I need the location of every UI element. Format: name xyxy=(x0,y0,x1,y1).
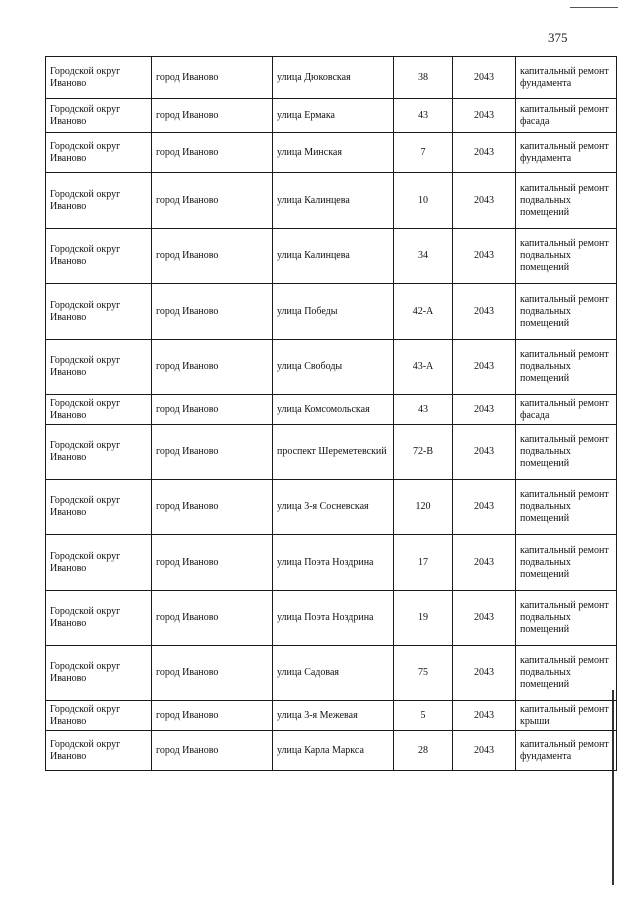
work-type-cell: капитальный ремонт подвальных помещений xyxy=(516,480,617,535)
table-row xyxy=(46,57,617,99)
house-number-cell: 34 xyxy=(394,229,453,284)
work-type-cell: капитальный ремонт подвальных помещений xyxy=(516,591,617,646)
year-cell: 2043 xyxy=(453,340,516,395)
repair-schedule-table xyxy=(45,56,617,771)
work-type-cell: капитальный ремонт фундамента xyxy=(516,57,617,99)
work-type-cell: капитальный ремонт подвальных помещений xyxy=(516,535,617,591)
house-number-cell: 19 xyxy=(394,591,453,646)
house-number-cell: 7 xyxy=(394,133,453,173)
table-row xyxy=(46,731,617,771)
house-number-cell: 5 xyxy=(394,701,453,731)
year-cell: 2043 xyxy=(453,133,516,173)
table-row xyxy=(46,99,617,133)
okrug-cell: Городской округ Иваново xyxy=(46,731,152,771)
street-cell: улица Дюковская xyxy=(273,57,394,99)
city-cell: город Иваново xyxy=(152,701,273,731)
year-cell: 2043 xyxy=(453,646,516,701)
work-type-cell: капитальный ремонт фасада xyxy=(516,395,617,425)
city-cell: город Иваново xyxy=(152,535,273,591)
table-row xyxy=(46,284,617,340)
city-cell: город Иваново xyxy=(152,340,273,395)
work-type-cell: капитальный ремонт подвальных помещений xyxy=(516,173,617,229)
house-number-cell: 75 xyxy=(394,646,453,701)
table-row xyxy=(46,229,617,284)
house-number-cell: 10 xyxy=(394,173,453,229)
scan-top-line xyxy=(570,7,618,8)
okrug-cell: Городской округ Иваново xyxy=(46,57,152,99)
okrug-cell: Городской округ Иваново xyxy=(46,646,152,701)
okrug-cell: Городской округ Иваново xyxy=(46,99,152,133)
okrug-cell: Городской округ Иваново xyxy=(46,284,152,340)
city-cell: город Иваново xyxy=(152,646,273,701)
work-type-cell: капитальный ремонт фундамента xyxy=(516,133,617,173)
city-cell: город Иваново xyxy=(152,173,273,229)
year-cell: 2043 xyxy=(453,425,516,480)
street-cell: улица Ермака xyxy=(273,99,394,133)
okrug-cell: Городской округ Иваново xyxy=(46,340,152,395)
work-type-cell: капитальный ремонт подвальных помещений xyxy=(516,229,617,284)
okrug-cell: Городской округ Иваново xyxy=(46,591,152,646)
table-row xyxy=(46,173,617,229)
house-number-cell: 43-А xyxy=(394,340,453,395)
house-number-cell: 38 xyxy=(394,57,453,99)
year-cell: 2043 xyxy=(453,57,516,99)
street-cell: улица Поэта Ноздрина xyxy=(273,591,394,646)
house-number-cell: 42-А xyxy=(394,284,453,340)
year-cell: 2043 xyxy=(453,480,516,535)
table-row xyxy=(46,395,617,425)
street-cell: улица Победы xyxy=(273,284,394,340)
city-cell: город Иваново xyxy=(152,591,273,646)
work-type-cell: капитальный ремонт фундамента xyxy=(516,731,617,771)
city-cell: город Иваново xyxy=(152,229,273,284)
house-number-cell: 28 xyxy=(394,731,453,771)
year-cell: 2043 xyxy=(453,731,516,771)
work-type-cell: капитальный ремонт подвальных помещений xyxy=(516,425,617,480)
year-cell: 2043 xyxy=(453,701,516,731)
city-cell: город Иваново xyxy=(152,133,273,173)
year-cell: 2043 xyxy=(453,229,516,284)
table-row xyxy=(46,591,617,646)
city-cell: город Иваново xyxy=(152,99,273,133)
city-cell: город Иваново xyxy=(152,731,273,771)
street-cell: улица 3-я Сосневская xyxy=(273,480,394,535)
okrug-cell: Городской округ Иваново xyxy=(46,425,152,480)
work-type-cell: капитальный ремонт подвальных помещений xyxy=(516,340,617,395)
street-cell: улица Калинцева xyxy=(273,229,394,284)
year-cell: 2043 xyxy=(453,395,516,425)
street-cell: улица Комсомольская xyxy=(273,395,394,425)
city-cell: город Иваново xyxy=(152,395,273,425)
table-row xyxy=(46,480,617,535)
table-row xyxy=(46,646,617,701)
table-row xyxy=(46,133,617,173)
table-row xyxy=(46,701,617,731)
city-cell: город Иваново xyxy=(152,57,273,99)
year-cell: 2043 xyxy=(453,535,516,591)
city-cell: город Иваново xyxy=(152,425,273,480)
okrug-cell: Городской округ Иваново xyxy=(46,229,152,284)
page-number: 375 xyxy=(548,30,568,45)
table-body xyxy=(46,57,617,771)
street-cell: улица Поэта Ноздрина xyxy=(273,535,394,591)
street-cell: улица Свободы xyxy=(273,340,394,395)
street-cell: улица Карла Маркса xyxy=(273,731,394,771)
street-cell: улица Минская xyxy=(273,133,394,173)
street-cell: улица 3-я Межевая xyxy=(273,701,394,731)
work-type-cell: капитальный ремонт фасада xyxy=(516,99,617,133)
table-row xyxy=(46,340,617,395)
work-type-cell: капитальный ремонт подвальных помещений xyxy=(516,646,617,701)
house-number-cell: 43 xyxy=(394,395,453,425)
okrug-cell: Городской округ Иваново xyxy=(46,535,152,591)
house-number-cell: 43 xyxy=(394,99,453,133)
okrug-cell: Городской округ Иваново xyxy=(46,395,152,425)
work-type-cell: капитальный ремонт подвальных помещений xyxy=(516,284,617,340)
okrug-cell: Городской округ Иваново xyxy=(46,480,152,535)
okrug-cell: Городской округ Иваново xyxy=(46,173,152,229)
work-type-cell: капитальный ремонт крыши xyxy=(516,701,617,731)
house-number-cell: 17 xyxy=(394,535,453,591)
street-cell: улица Садовая xyxy=(273,646,394,701)
city-cell: город Иваново xyxy=(152,284,273,340)
table-row xyxy=(46,535,617,591)
street-cell: улица Калинцева xyxy=(273,173,394,229)
year-cell: 2043 xyxy=(453,99,516,133)
house-number-cell: 120 xyxy=(394,480,453,535)
year-cell: 2043 xyxy=(453,591,516,646)
street-cell: проспект Шереметевский xyxy=(273,425,394,480)
house-number-cell: 72-В xyxy=(394,425,453,480)
okrug-cell: Городской округ Иваново xyxy=(46,701,152,731)
table-row xyxy=(46,425,617,480)
okrug-cell: Городской округ Иваново xyxy=(46,133,152,173)
city-cell: город Иваново xyxy=(152,480,273,535)
year-cell: 2043 xyxy=(453,173,516,229)
year-cell: 2043 xyxy=(453,284,516,340)
